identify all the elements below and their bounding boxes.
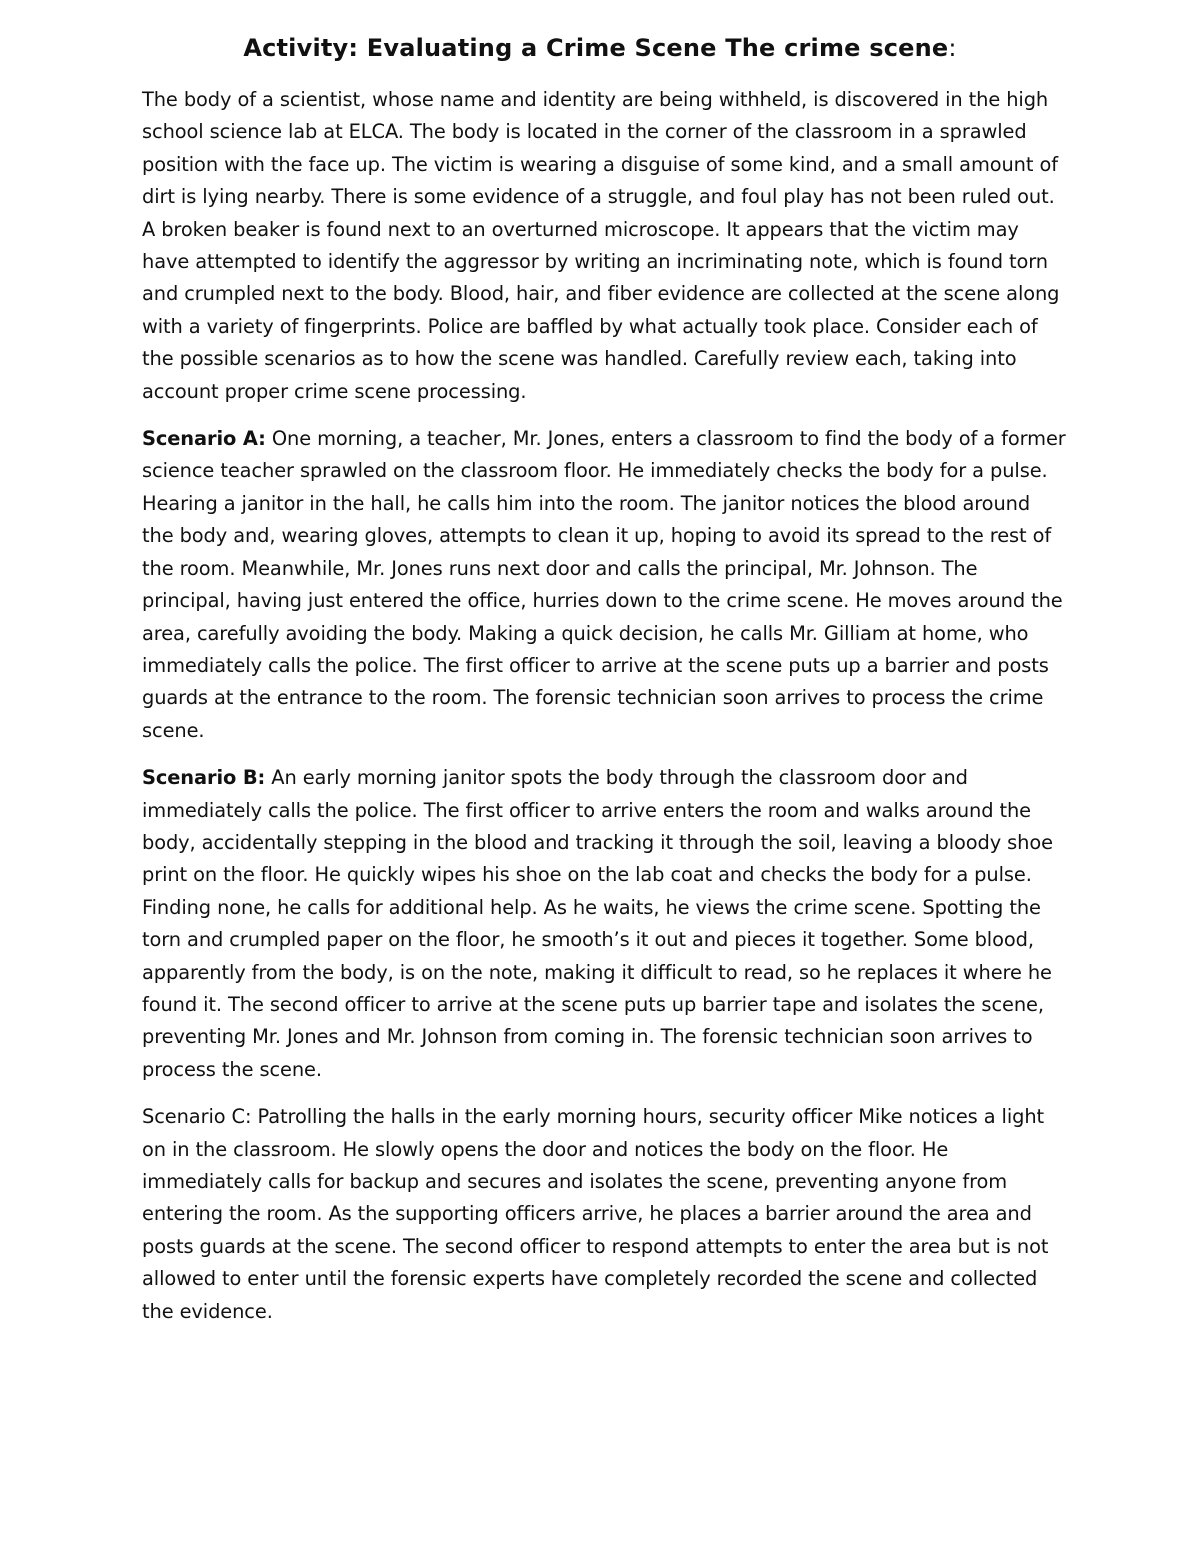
- page-title: [0, 30, 1200, 66]
- scenario-a-text: One morning, a teacher, Mr. Jones, enters a classroom to find the body of a former science teacher sprawled on the classroom floor. He immediately checks the body for a pulse. Hearing a janitor in the hall, he calls him into the room. The janitor notices the blood around the body and, wearing gloves, attempts to clean it up, hoping to avoid its spread to the rest of the room. Meanwhile, Mr. Jones runs next door and calls the principal, Mr. Johnson. The principal, having just entered the office, hurries down to the crime scene. He moves around the area, carefully avoiding the body. Making a quick decision, he calls Mr. Gilliam at home, who immediately calls the police. The first officer to arrive at the scene puts up a barrier and posts guards at the entrance to the room. The forensic technician soon arrives to process the crime scene.: [142, 427, 1066, 742]
- scenario-b-text: An early morning janitor spots the body through the classroom door and immediately calls the police. The first officer to arrive enters the room and walks around the body, accidentally stepping in the blood and tracking it through the soil, leaving a bloody shoe print on the floor. He quickly wipes his shoe on the lab coat and checks the body for a pulse. Finding none, he calls for additional help. As he waits, he views the crime scene. Spotting the torn and crumpled paper on the floor, he smooth’s it out and pieces it together. Some blood, apparently from the body, is on the note, making it difficult to read, so he replaces it where he found it. The second officer to arrive at the scene puts up barrier tape and isolates the scene, preventing Mr. Jones and Mr. Johnson from coming in. The forensic technician soon arrives to process the scene.: [142, 766, 1053, 1081]
- scenario-c-text: Patrolling the halls in the early morning hours, security officer Mike notices a light on in the classroom. He slowly opens the door and notices the body on the floor. He immediately calls for backup and secures and isolates the scene, preventing anyone from entering the room. As the supporting officers arrive, he places a barrier around the area and posts guards at the scene. The second officer to respond attempts to enter the area but is not allowed to enter until the forensic experts have completely recorded the scene and collected the evidence.: [142, 1105, 1049, 1323]
- scenario-b-label: Scenario B:: [142, 766, 266, 790]
- scenario-c-paragraph: [142, 1101, 1067, 1328]
- scenario-a-paragraph: [142, 423, 1067, 747]
- scenario-b-paragraph: [142, 762, 1067, 1086]
- scenario-a-label: Scenario A:: [142, 427, 266, 451]
- page-title-text: Activity: Evaluating a Crime Scene The crime scene: [243, 34, 949, 62]
- page-title-colon: :: [948, 34, 957, 62]
- scenario-c-label: Scenario C:: [142, 1105, 252, 1129]
- intro-paragraph: The body of a scientist, whose name and identity are being withheld, is discovered in the high school science lab at ELCA. The body is located in the corner of the classroom in a sprawled position with the face up. The victim is wearing a disguise of some kind, and a small amount of dirt is lying nearby. There is some evidence of a struggle, and foul play has not been ruled out. A broken beaker is found next to an overturned microscope. It appears that the victim may have attempted to identify the aggressor by writing an incriminating note, which is found torn and crumpled next to the body. Blood, hair, and fiber evidence are collected at the scene along with a variety of fingerprints. Police are baffled by what actually took place. Consider each of the possible scenarios as to how the scene was handled. Carefully review each, taking into account proper crime scene processing.: [142, 88, 1060, 403]
- document-body: [142, 84, 1067, 1343]
